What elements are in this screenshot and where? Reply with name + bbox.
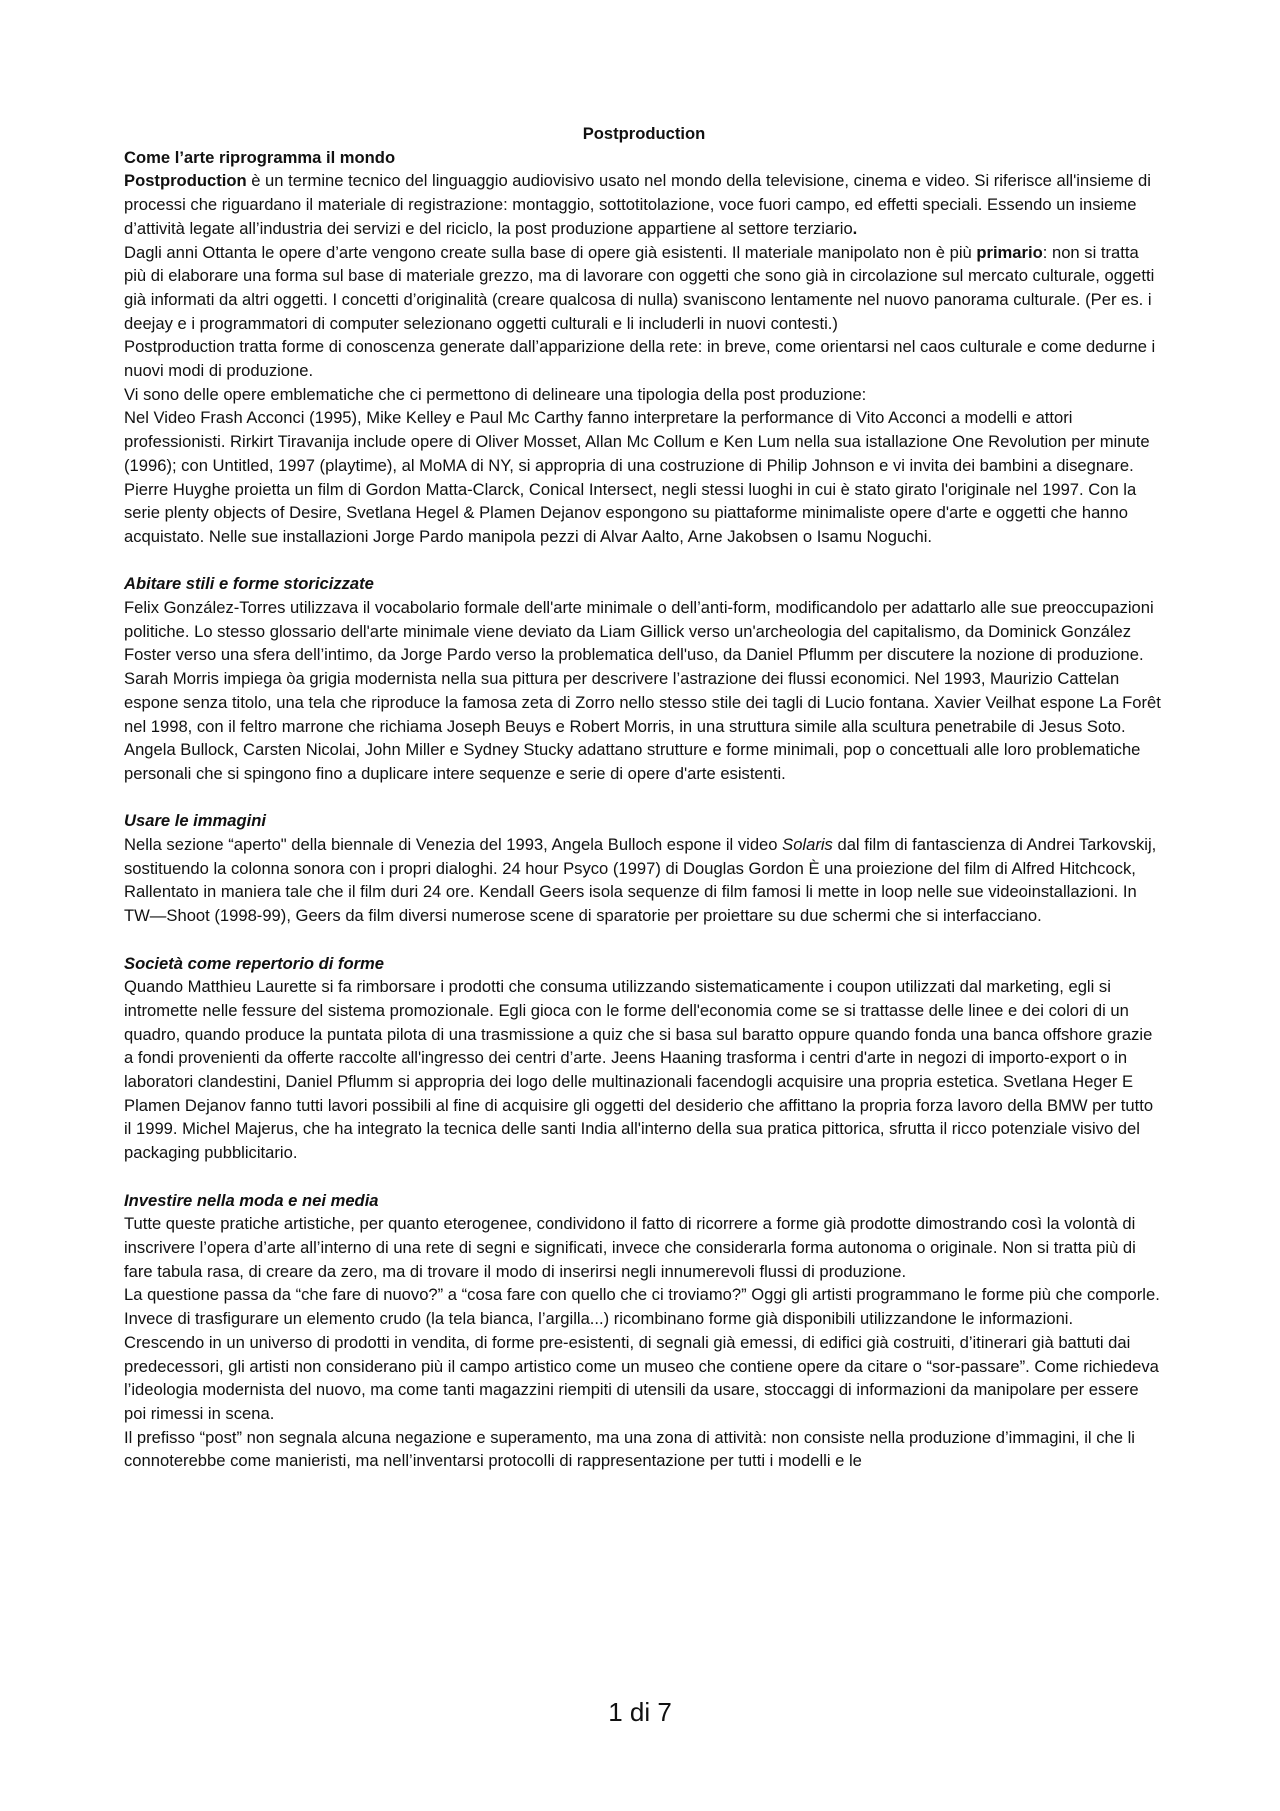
section-paragraph: Il prefisso “post” non segnala alcuna negazione e superamento, ma una zona di attività: non consiste nella produzione d’immagini, il che li connoterebbe come manieristi, ma nell’inventarsi protocolli di rappresentazione per tutti i modelli e le bbox=[124, 1427, 1135, 1471]
section-abitare bbox=[124, 572, 1164, 785]
intro-end: . bbox=[852, 218, 858, 238]
section-heading: Società come repertorio di forme bbox=[124, 953, 385, 973]
section-heading: Investire nella moda e nei media bbox=[124, 1190, 379, 1210]
section-body bbox=[124, 833, 1164, 928]
page-number: 1 di 7 bbox=[608, 1697, 672, 1727]
intro-paragraph-5: Nel Video Frash Acconci (1995), Mike Kelley e Paul Mc Carthy fanno interpretare la performance di Vito Acconci a modelli e attori professionisti. Rirkirt Tiravanija include opere di Oliver Mosset, Allan Mc Collum e Ken Lum nella sua istallazione One Revolution per minute (1996); con Untitled, 1997 (playtime), al MoMA di NY, si appropria di una costruzione di Philip Johnson e vi invita dei bambini a disegnare. Pierre Huyghe proietta un film di Gordon Matta-Clarck, Conical Intersect, negli stessi luoghi in cui è stato girato l'originale nel 1997. Con la serie plenty objects of Desire, Svetlana Hegel & Plamen Dejanov espongono su piattaforme minimaliste opere d'arte e oggetti che hanno acquistato. Nelle sue installazioni Jorge Pardo manipola pezzi di Alvar Aalto, Arne Jakobsen o Isamu Noguchi. bbox=[124, 408, 1150, 546]
intro-paragraph-2 bbox=[124, 241, 1164, 336]
usare-before: Nella sezione “aperto" della biennale di Venezia del 1993, Angela Bulloch espone il video bbox=[124, 835, 783, 855]
intro-p2-before: Dagli anni Ottanta le opere d’arte vengono create sulla base di opere già esistenti. Il materiale manipolato non è più bbox=[124, 242, 977, 262]
usare-italic: Solaris bbox=[782, 835, 833, 855]
usare-after: dal film di fantascienza di Andrei Tarkovskij, sostituendo la colonna sonora con i propri dialoghi. 24 hour Psyco (1997) di Douglas Gordon È una proiezione del film di Alfred Hitchcock, Rallentato in maniera tale che il film duri 24 ore. Kendall Geers isola sequenze di film famosi li mette in loop nelle sue videoinstallazioni. In TW—Shoot (1998-99), Geers da film diversi numerose scene di sparatorie per proiettare su due schermi che si interfacciano. bbox=[124, 835, 1157, 926]
section-body: Quando Matthieu Laurette si fa rimborsare i prodotti che consuma utilizzando sistematicamente i coupon utilizzati dal marketing, egli si intromette nelle fessure del sistema promozionale. Egli gioca con le forme dell'economia come se si trattasse delle linee e dei colori di un quadro, quando produce la puntata pilota di una trasmissione a quiz che si basa sul baratto oppure quando fonda una banca offshore grazie a fondi provenienti da offerte raccolte all'ingresso dei centri d’arte. Jeens Haaning trasforma i centri d'arte in negozi di importo-export o in laboratori clandestini, Daniel Pflumm si appropria dei logo delle multinazionali facendogli acquisire una propria estetica. Svetlana Heger E Plamen Dejanov fanno tutti lavori possibili al fine di acquisire gli oggetti del desiderio che affittano la propria forza lavoro della BMW per tutto il 1999. Michel Majerus, che ha integrato la tecnica delle santi India all'interno della sua pratica pittorica, sfrutta il ricco potenziale visivo del packaging pubblicitario. bbox=[124, 977, 1154, 1163]
intro-paragraph-3: Postproduction tratta forme di conoscenza generate dall’apparizione della rete: in breve, come orientarsi nel caos culturale e come dedurne i nuovi modi di produzione. bbox=[124, 337, 1156, 381]
document-title: Postproduction bbox=[582, 124, 706, 143]
section-paragraph: La questione passa da “che fare di nuovo?” a “cosa fare con quello che ci troviamo?” Oggi gli artisti programmano le forme più che comporle. Invece di trasfigurare un elemento crudo (la tela bianca, l’argilla...) ricombinano forme già disponibili utilizzandone le informazioni. bbox=[124, 1285, 1160, 1329]
section-heading: Usare le immagini bbox=[124, 811, 267, 831]
intro-paragraph-1 bbox=[124, 169, 1164, 240]
document-subtitle: Come l’arte riprogramma il mondo bbox=[124, 147, 396, 167]
intro-text: è un termine tecnico del linguaggio audiovisivo usato nel mondo della televisione, cinema e video. Si riferisce all'insieme di processi che riguardano il materiale di registrazione: montaggio, sottotitolazione, voce fuori campo, ed effetti speciali. Essendo un insieme d’attività legate all’industria dei servizi e del riciclo, la post produzione appartiene al settore terziario bbox=[124, 171, 1151, 238]
intro-p2-after: : non si tratta più di elaborare una forma sul base di materiale grezzo, ma di lavorare con oggetti che sono già in circolazione sul mercato culturale, oggetti già informati da altri oggetti. I concetti d’originalità (creare qualcosa di nulla) svaniscono lentamente nel nuovo panorama culturale. (Per es. i deejay e i programmatori di computer selezionano oggetti culturali e li includerli in nuovi contesti.) bbox=[124, 242, 1155, 333]
document-body bbox=[124, 122, 1164, 1473]
section-body: Felix González-Torres utilizzava il vocabolario formale dell'arte minimale o dell’anti-form, modificandolo per adattarlo alle sue preoccupazioni politiche. Lo stesso glossario dell'arte minimale viene deviato da Liam Gillick verso un'archeologia del capitalismo, da Dominick González Foster verso una sfera dell’intimo, da Jorge Pardo verso la problematica dell'uso, da Daniel Pflumm per discutere la nozione di produzione. Sarah Morris impiega òa grigia modernista nella sua pittura per descrivere l’astrazione dei flussi economici. Nel 1993, Maurizio Cattelan espone senza titolo, una tela che riproduce la famosa zeta di Zorro nello stesso stile dei tagli di Lucio fontana. Xavier Veilhat espone La Forêt nel 1998, con il feltro marrone che richiama Joseph Beuys e Robert Morris, in una struttura simile alla scultura penetrabile di Jesus Soto. Angela Bullock, Carsten Nicolai, John Miller e Sydney Stucky adattano strutture e forme minimali, pop o concettuali alle loro problematiche personali che si spingono fino a duplicare intere sequenze e serie di opere d'arte esistenti. bbox=[124, 598, 1161, 783]
section-paragraph: Crescendo in un universo di prodotti in vendita, di forme pre-esistenti, di segnali già emessi, di edifici già costruiti, d’itinerari già battuti dai predecessori, gli artisti non considerano più il campo artistico come un museo che contiene opere da citare o “sor-passare”. Come richiedeva l’ideologia modernista del nuovo, ma come tanti magazzini riempiti di utensili da usare, stoccaggi di informazioni da manipolare per essere poi rimessi in scena. bbox=[124, 1332, 1159, 1423]
section-societa bbox=[124, 952, 1164, 1165]
section-paragraph: Tutte queste pratiche artistiche, per quanto eterogenee, condividono il fatto di ricorrere a forme già prodotte dimostrando così la volontà di inscrivere l’opera d’arte all’interno di una rete di segni e significati, invece che considerarla forma autonoma o originale. Non si tratta più di fare tabula rasa, di creare da zero, ma di trovare il modo di inserirsi negli innumerevoli flussi di produzione. bbox=[124, 1214, 1136, 1281]
intro-term: Postproduction bbox=[124, 171, 247, 191]
section-investire bbox=[124, 1189, 1164, 1473]
intro-p2-bold: primario bbox=[976, 242, 1043, 262]
section-usare bbox=[124, 809, 1164, 928]
section-heading: Abitare stili e forme storicizzate bbox=[124, 574, 374, 594]
intro-paragraph-4: Vi sono delle opere emblematiche che ci permettono di delineare una tipologia della post produzione: bbox=[124, 384, 867, 404]
